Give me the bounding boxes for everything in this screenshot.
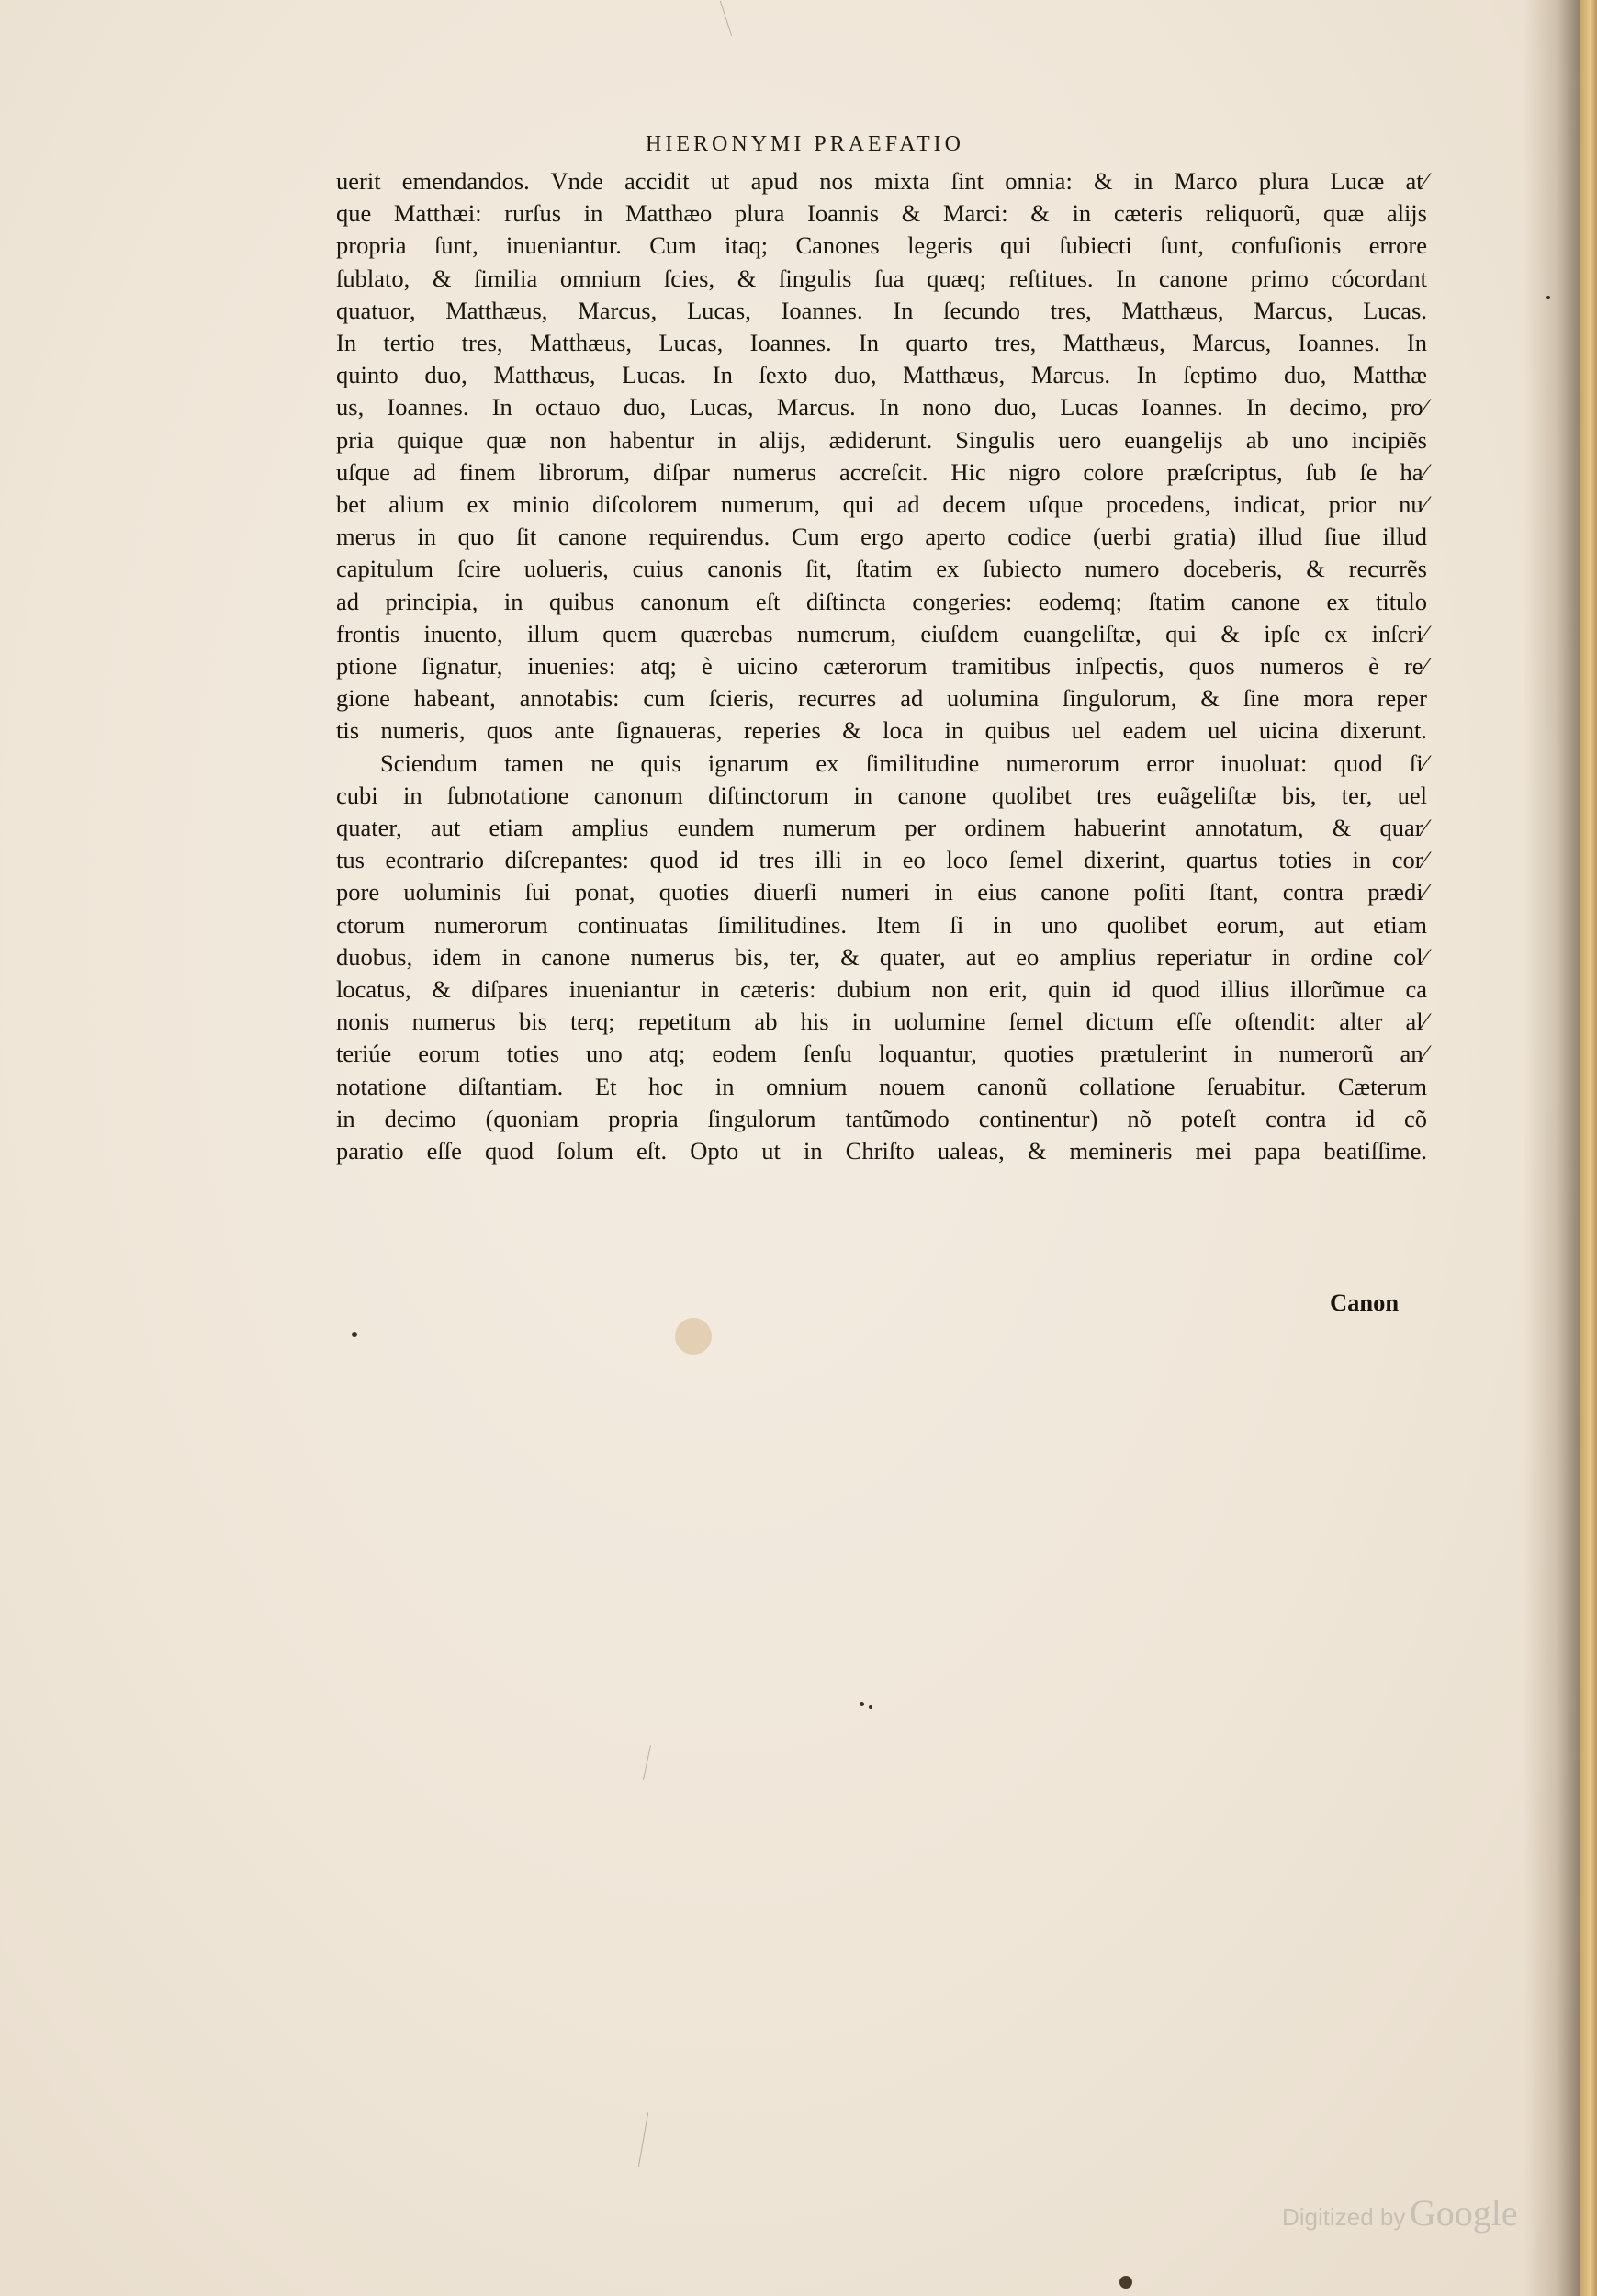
text-line: nonis numerus bis terq; repetitum ab his in uolumine ſemel dictum eſſe oſtendit: alter al⁄ bbox=[336, 1007, 1427, 1036]
ink-speck bbox=[860, 1702, 864, 1706]
text-line: uerit emendandos. Vnde accidit ut apud nos mixta ſint omnia: & in Marco plura Lucæ at⁄ bbox=[336, 167, 1427, 195]
text-line: ſublato, & ſimilia omnium ſcies, & ſingulis ſua quæq; reſtitues. In canone primo cócordant bbox=[336, 264, 1427, 292]
watermark-prefix: Digitized by bbox=[1282, 2203, 1406, 2231]
text-line: tis numeris, quos ante ſignaueras, reperies & loca in quibus uel eadem uel uicina dixerunt. bbox=[336, 716, 1427, 745]
text-line: quinto duo, Matthæus, Lucas. In ſexto duo, Matthæus, Marcus. In ſeptimo duo, Matthæ bbox=[336, 361, 1427, 389]
text-line: pria quique quæ non habentur in alijs, ædiderunt. Singulis uero euangelijs ab uno incipiẽs bbox=[336, 425, 1427, 454]
text-line: ad principia, in quibus canonum eſt diſtincta congeries: eodemq; ſtatim canone ex titulo bbox=[336, 587, 1427, 615]
text-line: que Matthæi: rurſus in Matthæo plura Ioannis & Marci: & in cæteris reliquorũ, quæ alijs bbox=[336, 199, 1427, 228]
text-line: in decimo (quoniam propria ſingulorum tantũmodo continentur) nõ poteſt contra id cõ bbox=[336, 1104, 1427, 1132]
digitization-watermark bbox=[1282, 2191, 1518, 2234]
text-line: merus in quo ſit canone requirendus. Cum ergo aperto codice (uerbi gratia) illud ſiue illud bbox=[336, 523, 1427, 551]
paper-stain bbox=[675, 1318, 712, 1355]
text-line: notatione diſtantiam. Et hoc in omnium nouem canonũ collatione ſeruabitur. Cæterum bbox=[336, 1072, 1427, 1100]
text-line: cubi in ſubnotatione canonum diſtinctorum in canone quolibet tres euãgeliſtæ bis, ter, uel bbox=[336, 781, 1427, 809]
ink-speck bbox=[1119, 2276, 1132, 2289]
scan-hairline bbox=[720, 1, 732, 36]
text-line: frontis inuento, illum quem quærebas numerum, eiuſdem euangeliſtæ, qui & ipſe ex inſcri⁄ bbox=[336, 619, 1427, 647]
scan-hairline bbox=[643, 1745, 651, 1779]
text-line: pore uoluminis ſui ponat, quoties diuerſi numeri in eius canone poſiti ſtant, contra prædi⁄ bbox=[336, 878, 1427, 906]
ink-speck bbox=[1546, 296, 1550, 299]
running-head: HIERONYMI PRAEFATIO bbox=[646, 132, 964, 156]
watermark-brand: Google bbox=[1409, 2192, 1518, 2234]
ink-speck bbox=[869, 1705, 872, 1709]
text-line: Sciendum tamen ne quis ignarum ex ſimilitudine numerorum error inuoluat: quod ſi⁄ bbox=[380, 748, 1427, 777]
text-line: locatus, & diſpares inueniantur in cæteris: dubium non erit, quin id quod illius illorũmue ca bbox=[336, 975, 1427, 1004]
binding-edge bbox=[1580, 0, 1597, 2296]
scan-hairline bbox=[638, 2112, 648, 2167]
text-line: quater, aut etiam amplius eundem numerum per ordinem habuerint annotatum, & quar⁄ bbox=[336, 814, 1427, 842]
text-line: capitulum ſcire uolueris, cuius canonis ſit, ſtatim ex ſubiecto numero doceberis, & recurrẽs bbox=[336, 555, 1427, 583]
text-line: ctorum numerorum continuatas ſimilitudines. Item ſi in uno quolibet eorum, aut etiam bbox=[336, 910, 1427, 939]
text-line: tus econtrario diſcrepantes: quod id tres illi in eo loco ſemel dixerint, quartus toties in cor⁄ bbox=[336, 846, 1427, 874]
text-line: uſque ad finem librorum, diſpar numerus accreſcit. Hic nigro colore præſcriptus, ſub ſe ha⁄ bbox=[336, 457, 1427, 486]
catchword: Canon bbox=[1330, 1289, 1400, 1316]
ink-speck bbox=[352, 1332, 357, 1337]
text-line: ptione ſignatur, inuenies: atq; è uicino cæterorum tramitibus inſpectis, quos numeros è re⁄ bbox=[336, 652, 1427, 681]
text-line: In tertio tres, Matthæus, Lucas, Ioannes. In quarto tres, Matthæus, Marcus, Ioannes. In bbox=[336, 329, 1427, 357]
text-line: paratio eſſe quod ſolum eſt. Opto ut in Chriſto ualeas, & memineris mei papa beatiſſime. bbox=[336, 1137, 1427, 1165]
text-line: propria ſunt, inueniantur. Cum itaq; Canones legeris qui ſubiecti ſunt, confuſionis errore bbox=[336, 231, 1427, 260]
text-line: quatuor, Matthæus, Marcus, Lucas, Ioannes. In ſecundo tres, Matthæus, Marcus, Lucas. bbox=[336, 296, 1427, 324]
text-line: duobus, idem in canone numerus bis, ter, & quater, aut eo amplius reperiatur in ordine col⁄ bbox=[336, 942, 1427, 971]
text-line: bet alium ex minio diſcolorem numerum, qui ad decem uſque procedens, indicat, prior nu⁄ bbox=[336, 490, 1427, 519]
text-line: gione habeant, annotabis: cum ſcieris, recurres ad uolumina ſingulorum, & ſine mora reper bbox=[336, 684, 1427, 713]
body-text bbox=[336, 165, 1427, 1167]
text-line: us, Ioannes. In octauo duo, Lucas, Marcus. In nono duo, Lucas Ioannes. In decimo, pro⁄ bbox=[336, 393, 1427, 422]
text-line: teriúe eorum toties uno atq; eodem ſenſu loquantur, quoties prætulerint in numerorũ an⁄ bbox=[336, 1040, 1427, 1068]
